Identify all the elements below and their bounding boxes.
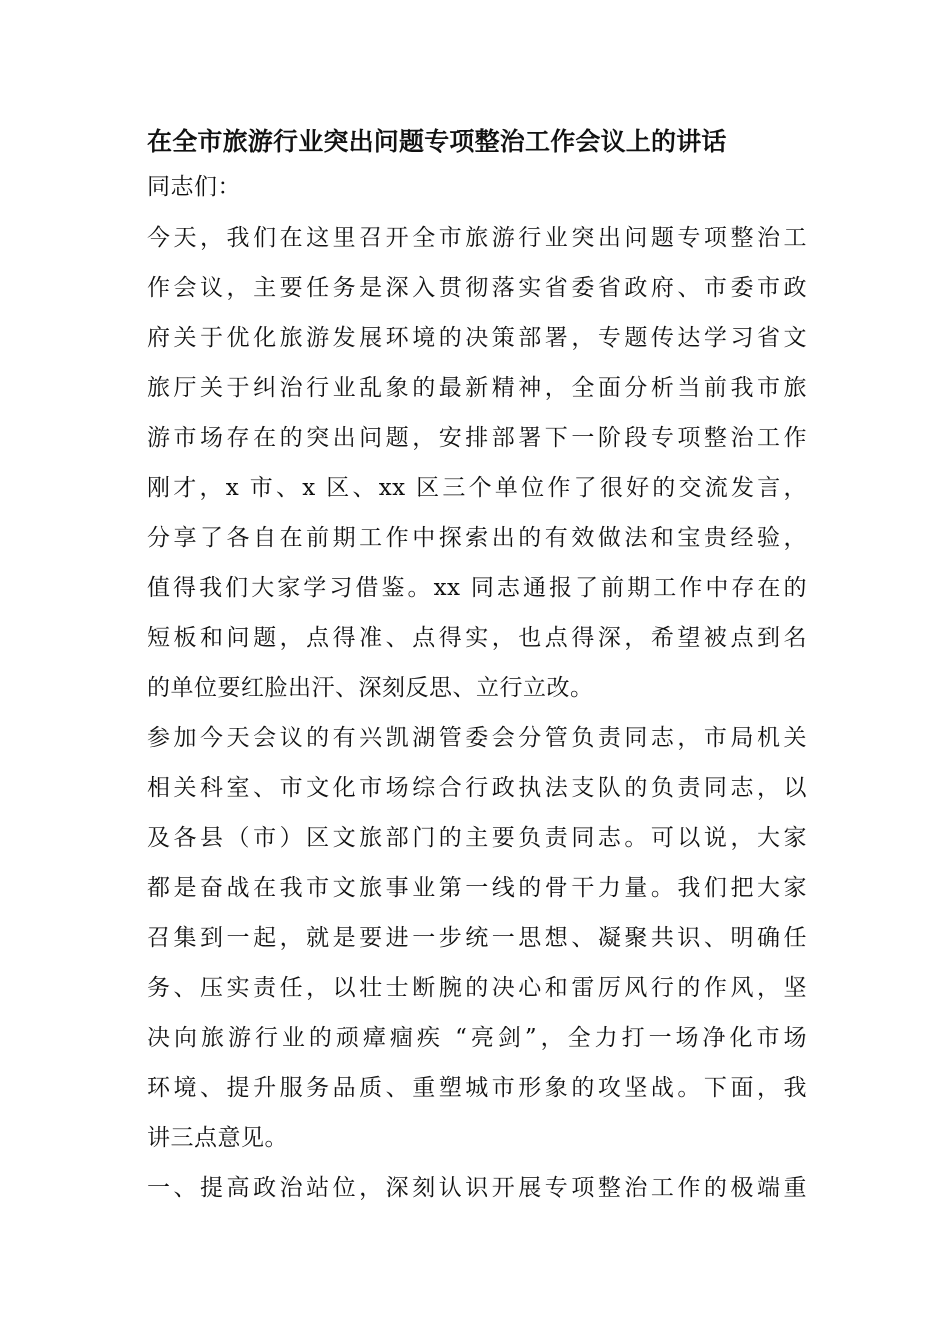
text-line: 游市场存在的突出问题，安排部署下一阶段专项整治工作 xyxy=(147,425,807,451)
text-line: 召集到一起，就是要进一步统一思想、凝聚共识、明确任 xyxy=(147,925,807,951)
text-line: 今天，我们在这里召开全市旅游行业突出问题专项整治工 xyxy=(147,225,807,251)
text-line: 刚才，x 市、x 区、xx 区三个单位作了很好的交流发言， xyxy=(147,475,807,501)
text-line: 府关于优化旅游发展环境的决策部署，专题传达学习省文 xyxy=(147,325,807,351)
text-line: 决向旅游行业的顽瘴痼疾 “亮剑”，全力打一场净化市场 xyxy=(147,1025,807,1051)
document-title: 在全市旅游行业突出问题专项整治工作会议上的讲话 xyxy=(147,127,727,156)
text-line: 务、压实责任，以壮士断腕的决心和雷厉风行的作风，坚 xyxy=(147,975,807,1001)
text-line: 短板和问题，点得准、点得实，也点得深，希望被点到名 xyxy=(147,625,807,651)
text-line: 分享了各自在前期工作中探索出的有效做法和宝贵经验， xyxy=(147,525,807,551)
text-line: 环境、提升服务品质、重塑城市形象的攻坚战。下面，我 xyxy=(147,1075,807,1101)
text-line: 旅厅关于纠治行业乱象的最新精神，全面分析当前我市旅 xyxy=(147,375,807,401)
text-line: 讲三点意见。 xyxy=(147,1125,288,1151)
text-line: 都是奋战在我市文旅事业第一线的骨干力量。我们把大家 xyxy=(147,875,807,901)
text-line: 作会议，主要任务是深入贯彻落实省委省政府、市委市政 xyxy=(147,275,807,301)
text-line: 的单位要红脸出汗、深刻反思、立行立改。 xyxy=(147,675,594,701)
text-line: 参加今天会议的有兴凯湖管委会分管负责同志，市局机关 xyxy=(147,725,807,751)
text-line: 值得我们大家学习借鉴。xx 同志通报了前期工作中存在的 xyxy=(147,575,807,601)
text-line: 相关科室、市文化市场综合行政执法支队的负责同志，以 xyxy=(147,775,807,801)
text-line: 及各县（市）区文旅部门的主要负责同志。可以说，大家 xyxy=(147,825,807,851)
section-heading-line: 一、提高政治站位，深刻认识开展专项整治工作的极端重 xyxy=(147,1175,807,1201)
salutation-line: 同志们： xyxy=(147,174,241,200)
